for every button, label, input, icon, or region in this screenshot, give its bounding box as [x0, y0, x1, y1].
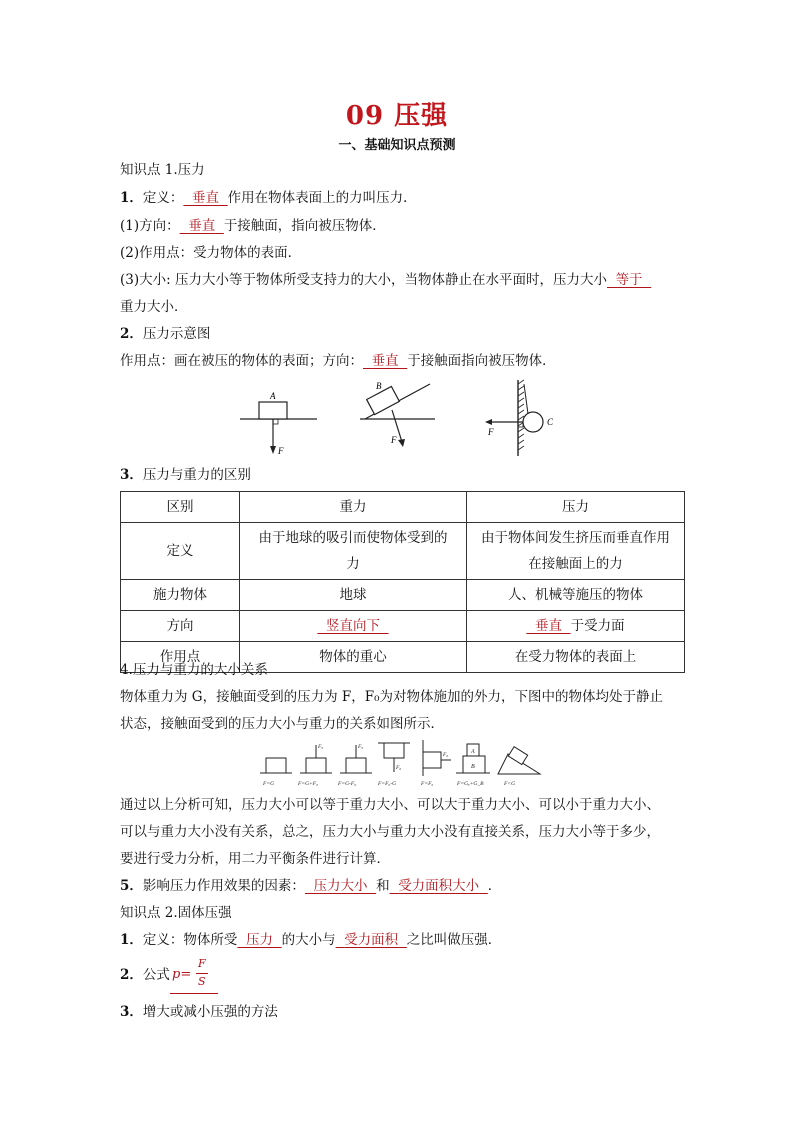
section-2-heading	[120, 325, 210, 343]
answer-blank: 压力大小	[313, 878, 368, 894]
case-caption: F=F₀	[421, 781, 434, 787]
item-number: 5．	[120, 878, 143, 894]
pressure-direction	[120, 217, 386, 235]
text: ．	[487, 878, 502, 894]
table-cell	[240, 611, 467, 642]
fraction-bar	[196, 973, 208, 974]
text: 增大或减小压强的方法	[142, 1004, 278, 1020]
table-header: 重力	[240, 492, 467, 523]
f0-label: F₀	[318, 744, 324, 750]
text: 和	[376, 878, 390, 894]
text: 定义：	[142, 190, 184, 206]
item-number: 3．	[120, 467, 143, 483]
answer-blank: 垂直	[188, 218, 216, 234]
item-number: 3．	[120, 1004, 143, 1020]
text: (1)方向：	[120, 218, 180, 234]
section-4-heading: 4.压力与重力的大小关系	[120, 662, 268, 678]
label-f: F	[488, 427, 494, 437]
knowledge-point-1: 知识点 1.压力	[120, 162, 205, 178]
text: 作用点：画在被压的物体的表面；方向：	[120, 353, 363, 369]
formula-numerator: F	[198, 957, 206, 970]
paragraph-line: 物体重力为 G，接触面受到的压力为 F，F₀为对物体施加的外力，下图中的物体均处于静止	[120, 689, 664, 705]
case-caption: F<G	[504, 781, 516, 787]
pressure-gravity-cases-figure	[258, 740, 542, 790]
text: 影响压力作用效果的因素：	[142, 878, 305, 894]
table-cell: 方向	[121, 611, 240, 642]
cell-line: 由于地球的吸引而使物体受到的	[258, 530, 448, 546]
label-a: A	[270, 391, 276, 401]
case-caption: F=G	[263, 781, 275, 787]
section-3b-heading	[120, 1003, 278, 1021]
block-a-label: A	[471, 749, 475, 755]
table-cell: 定义	[121, 523, 240, 580]
text: 压力与重力的区别	[142, 467, 251, 483]
paragraph-line: 通过以上分析可知，压力大小可以等于重力大小、可以大于重力大小、可以小于重力大小、	[120, 797, 660, 813]
item-number: 1．	[120, 932, 143, 948]
paragraph-line: 可以与重力大小没有关系，总之，压力大小与重力大小没有直接关系，压力大小等于多少，	[120, 824, 660, 840]
formula-denominator: S	[198, 975, 206, 988]
table-cell: 施力物体	[121, 580, 240, 611]
case-caption: F=F₀-G	[378, 781, 397, 787]
block-b-label: B	[471, 764, 475, 770]
section-3-heading	[120, 466, 251, 484]
text: 压力示意图	[142, 326, 211, 342]
comparison-table	[120, 491, 685, 673]
item-number: 2．	[120, 326, 143, 342]
pressure-definition-2	[120, 931, 501, 949]
cell-line: 力	[346, 556, 360, 572]
section-subtitle: 一、基础知识点预测	[338, 138, 456, 153]
case-caption: F=G+F₀	[298, 781, 319, 787]
table-cell: 地球	[240, 580, 467, 611]
table-row	[121, 580, 685, 611]
incline-diagram	[360, 381, 435, 447]
knowledge-point-2: 知识点 2.固体压强	[120, 905, 232, 921]
table-row	[121, 523, 685, 580]
table-cell: 人、机械等施压的物体	[467, 580, 685, 611]
text: 于受力面	[570, 618, 625, 634]
text: 定义：物体所受	[142, 932, 238, 948]
pressure-size-cont: 重力大小．	[120, 299, 188, 315]
pressure-formula	[120, 966, 170, 984]
text: 公式	[142, 967, 170, 983]
pressure-effect-factors	[120, 877, 501, 895]
f0-label: F₀	[396, 765, 402, 771]
table-cell: 物体的重心	[240, 642, 467, 673]
table-header: 区别	[121, 492, 240, 523]
diagram-rule	[120, 352, 556, 370]
pressure-point: (2)作用点：受力物体的表面．	[120, 245, 302, 261]
pressure-diagram-figure	[235, 378, 565, 460]
text: 之比叫做压强．	[406, 932, 502, 948]
paragraph-line: 要进行受力分析，用二力平衡条件进行计算．	[120, 851, 390, 867]
text: 于接触面指向被压物体．	[407, 353, 556, 369]
flat-surface-diagram	[240, 391, 317, 456]
item-number: 1．	[120, 190, 143, 206]
wall-diagram	[485, 380, 554, 456]
text: 于接触面，指向被压物体．	[223, 218, 386, 234]
table-cell	[240, 523, 467, 580]
table-cell: 在受力物体的表面上	[467, 642, 685, 673]
table-row	[121, 611, 685, 642]
paragraph-line: 状态，接触面受到的压力大小与重力的关系如图所示．	[120, 716, 444, 732]
item-number: 2．	[120, 967, 143, 983]
table-header: 压力	[467, 492, 685, 523]
page-title: 09 压强	[345, 101, 449, 131]
table-cell	[467, 523, 685, 580]
text: (3)大小: 压力大小等于物体所受支持力的大小，当物体静止在水平面时，压力大小	[120, 272, 607, 288]
label-f: F	[278, 446, 284, 456]
label-b: B	[376, 381, 382, 391]
case-caption: F=Gₐ+G_B	[457, 781, 484, 787]
pressure-definition	[120, 189, 417, 207]
table-header-row	[121, 492, 685, 523]
formula-answer	[170, 957, 218, 994]
answer-blank: 垂直	[535, 618, 562, 634]
table-cell	[467, 611, 685, 642]
text: 作用在物体表面上的力叫压力．	[227, 190, 417, 206]
answer-blank: 受力面积大小	[398, 878, 480, 894]
label-c: C	[547, 417, 554, 427]
case-caption: F=G-F₀	[338, 781, 357, 787]
f0-label: F₀	[358, 744, 364, 750]
f0-label: F₀	[443, 752, 449, 758]
cell-line: 在接触面上的力	[528, 556, 623, 572]
answer-blank: 垂直	[192, 190, 219, 206]
answer-blank: 受力面积	[344, 932, 399, 948]
cell-line: 由于物体间发生挤压而垂直作用	[481, 530, 670, 546]
answer-blank: 等于	[615, 272, 643, 288]
text: 的大小与	[281, 932, 336, 948]
answer-blank: 垂直	[371, 353, 399, 369]
label-f: F	[391, 435, 397, 445]
pressure-size	[120, 271, 651, 289]
table-cell: 作用点	[121, 642, 240, 673]
answer-blank: 竖直向下	[326, 618, 380, 634]
formula-p: p=	[172, 967, 192, 982]
answer-blank: 压力	[246, 932, 273, 948]
